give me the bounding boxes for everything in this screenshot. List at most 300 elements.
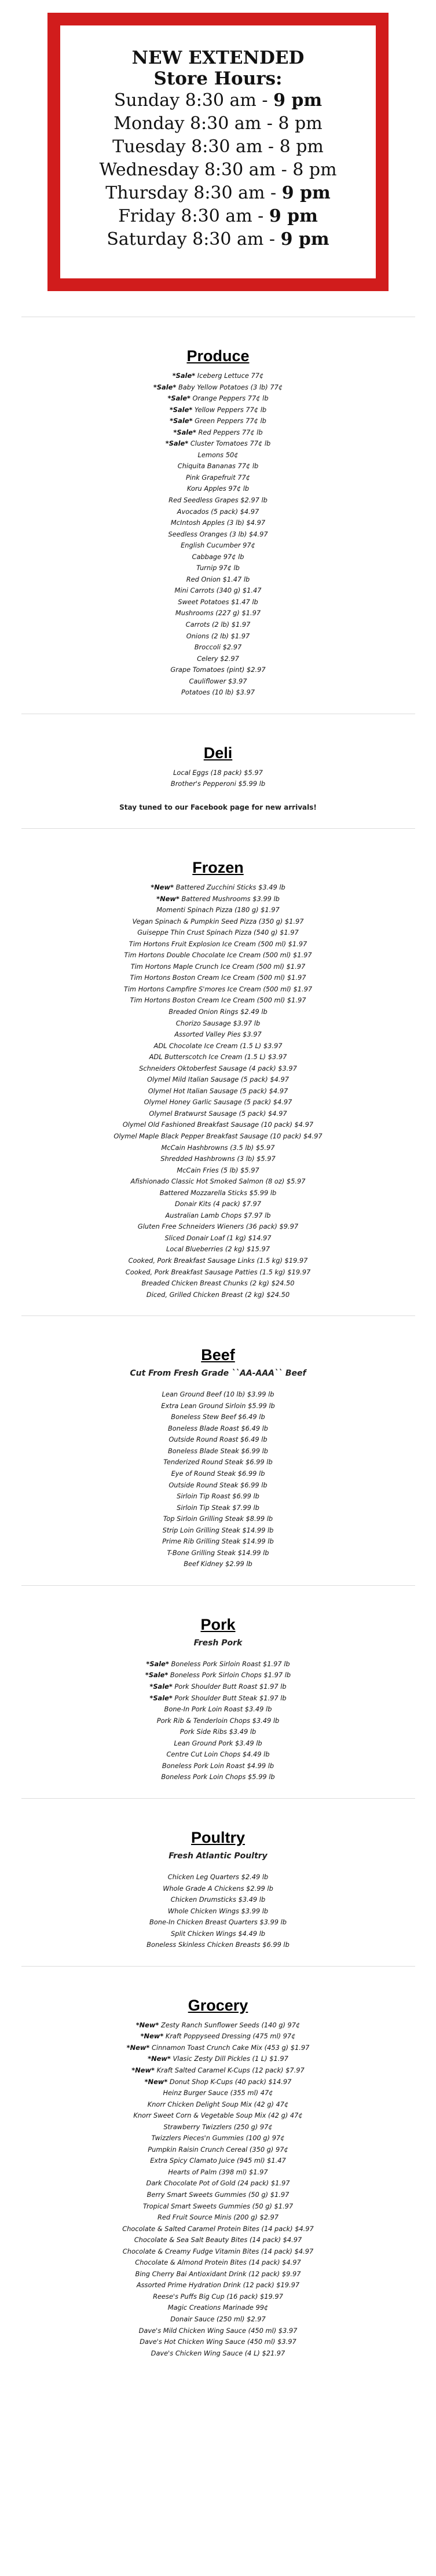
list-item [0,529,436,541]
hours-day: Monday 8:30 am - [113,113,279,134]
list-item [0,1199,436,1210]
list-item [0,2291,436,2303]
list-item [0,1480,436,1491]
item-list [0,370,436,699]
item-text: Pork Shoulder Butt Roast $1.97 lb [172,1682,287,1691]
item-tag: *Sale* [169,405,193,414]
list-item [0,382,436,394]
item-text: Whole Grade A Chickens $2.99 lb [163,1884,273,1893]
list-item [0,950,436,961]
item-list [0,1659,436,1783]
list-item [0,1513,436,1525]
item-text: Baby Yellow Potatoes (3 lb) 77¢ [176,383,283,391]
item-text: Battered Mushrooms $3.99 lb [179,894,280,903]
list-item [0,1221,436,1233]
list-item [0,2235,436,2246]
hours-line [60,89,376,112]
item-text: Cabbage 97¢ lb [192,552,244,561]
item-text: Onions (2 lb) $1.97 [186,631,250,640]
item-text: Olymel Mild Italian Sausage (5 pack) $4.97 [147,1075,289,1084]
list-item [0,1052,436,1063]
item-text: Avocados (5 pack) $4.97 [177,507,259,516]
item-text: Hearts of Palm (398 ml) $1.97 [168,2167,268,2176]
list-item [0,2336,436,2348]
item-text: Donut Shop K-Cups (40 pack) $14.97 [167,2077,292,2086]
list-item [0,1939,436,1951]
list-item [0,495,436,506]
item-text: Boneless Pork Sirloin Chops $1.97 lb [168,1671,291,1680]
list-item [0,2314,436,2325]
item-list [0,767,436,790]
section-subtitle: Fresh Atlantic Poultry [168,1851,268,1861]
list-item [0,664,436,676]
list-item [0,540,436,552]
list-item [0,642,436,653]
list-item [0,1389,436,1401]
list-item [0,1446,436,1457]
item-text: Dark Chocolate Pot of Gold (24 pack) $1.97 [146,2179,290,2188]
item-text: Boneless Pork Loin Chops $5.99 lb [161,1773,275,1781]
section-grocery [0,1967,436,2374]
item-text: Gluten Free Schneiders Wieners (36 pack) $9.97 [137,1222,299,1231]
item-text: Boneless Pork Loin Roast $4.99 lb [162,1761,274,1770]
item-text: McCain Hashbrowns (3.5 lb) $5.97 [161,1143,275,1152]
item-text: Tim Hortons Double Chocolate Ice Cream (500 ml) $1.97 [124,951,312,960]
item-text: Knorr Sweet Corn & Vegetable Soup Mix (42 g) 47¢ [133,2111,303,2120]
list-item [0,574,436,586]
item-text: Turnip 97¢ lb [196,564,240,572]
list-item [0,961,436,973]
list-item [0,1188,436,1199]
hours-line [60,205,376,228]
list-item [0,1434,436,1446]
item-text: Chocolate & Salted Caramel Protein Bites (14 pack) $4.97 [122,2224,314,2233]
list-item [0,585,436,597]
list-item [0,619,436,631]
item-tag: *New* [126,2043,150,2052]
item-text: Reese's Puffs Big Cup (16 pack) $19.97 [153,2292,283,2301]
list-item [0,370,436,382]
hours-line [60,159,376,182]
hours-day: Tuesday 8:30 am - [112,137,280,157]
list-item [0,2053,436,2065]
section-beef [0,1316,436,1585]
item-text: Kraft Salted Caramel K-Cups (12 pack) $7.97 [154,2066,305,2074]
list-item [0,1063,436,1075]
section-frozen [0,829,436,1315]
list-item [0,2155,436,2167]
list-item [0,608,436,619]
item-text: Whole Chicken Wings $3.99 lb [167,1906,269,1915]
list-item [0,2178,436,2189]
item-text: McCain Fries (5 lb) $5.97 [177,1166,259,1174]
list-item [0,2325,436,2337]
item-text: Donair Kits (4 pack) $7.97 [174,1200,262,1208]
item-list [0,882,436,1300]
list-item [0,653,436,665]
list-item [0,1715,436,1727]
item-tag: *Sale* [153,383,177,391]
item-text: Lean Ground Beef (10 lb) $3.99 lb [162,1390,274,1399]
item-tag: *Sale* [149,1693,173,1702]
item-tag: *Sale* [145,1671,168,1680]
hours-close: 9 pm [280,229,329,249]
item-text: Koru Apples 97¢ lb [186,484,250,493]
item-text: Dave's Mild Chicken Wing Sauce (450 ml) $3.97 [138,2326,298,2335]
section-produce [0,317,436,714]
list-item [0,1681,436,1693]
item-text: ADL Butterscotch Ice Cream (1.5 L) $3.97 [149,1053,287,1061]
list-item [0,1491,436,1502]
list-item [0,427,436,439]
item-text: Local Blueberries (2 kg) $15.97 [166,1245,270,1254]
list-item [0,905,436,916]
item-text: English Cucumber 97¢ [181,541,255,550]
list-item [0,1401,436,1412]
list-item [0,2302,436,2314]
list-item [0,506,436,518]
list-item [0,1233,436,1244]
item-text: Dave's Chicken Wing Sauce (4 L) $21.97 [151,2349,285,2357]
hours-close: 9 pm [269,206,318,226]
deli-note: Stay tuned to our Facebook page for new arrivals! [119,803,317,811]
list-item [0,1457,436,1468]
list-item [0,882,436,894]
item-text: Outside Round Steak $6.99 lb [168,1480,268,1489]
list-item [0,1928,436,1940]
list-item [0,1738,436,1750]
item-text: T-Bone Grilling Steak $14.99 lb [167,1548,269,1557]
list-item [0,2144,436,2156]
list-item [0,1559,436,1570]
list-item [0,927,436,939]
item-text: Battered Mozzarella Sticks $5.99 lb [159,1188,277,1197]
item-text: Carrots (2 lb) $1.97 [185,620,251,629]
list-item [0,2020,436,2031]
section-title: Frozen [192,858,244,876]
item-text: Cinnamon Toast Crunch Cake Mix (453 g) $1.97 [149,2043,310,2052]
list-item [0,1917,436,1928]
item-text: Potatoes (10 lb) $3.97 [181,688,255,697]
list-item [0,1883,436,1895]
item-text: Chocolate & Creamy Fudge Vitamin Bites (14 pack) $4.97 [122,2247,314,2255]
list-item [0,2246,436,2258]
list-item [0,2167,436,2178]
item-text: Bing Cherry Bai Antioxidant Drink (12 pack) $9.97 [135,2269,301,2278]
list-item [0,1872,436,1883]
item-tag: *Sale* [165,439,189,448]
hours-list [60,89,376,251]
list-item [0,2224,436,2235]
item-text: Olymel Old Fashioned Breakfast Sausage (10 pack) $4.97 [122,1120,314,1129]
list-item [0,1726,436,1738]
item-text: Tropical Smart Sweets Gummies (50 g) $1.97 [142,2202,294,2210]
list-item [0,1548,436,1559]
list-item [0,2133,436,2144]
hours-line [60,135,376,159]
list-item [0,1097,436,1108]
item-text: Assorted Prime Hydration Drink (12 pack) $19.97 [136,2281,300,2290]
section-deli [0,714,436,828]
item-list [0,1389,436,1570]
hours-title-line1: NEW EXTENDED [131,47,305,68]
item-text: Tim Hortons Fruit Explosion Ice Cream (500 ml) $1.97 [129,939,307,948]
item-text: Assorted Valley Pies $3.97 [174,1030,262,1039]
list-item [0,972,436,984]
hours-day: Thursday 8:30 am - [105,183,282,203]
item-text: Broccoli $2.97 [194,643,242,652]
list-item [0,1670,436,1681]
item-text: Pink Grapefruit 77¢ [185,473,251,482]
section-pork [0,1586,436,1798]
item-text: Shredded Hashbrowns (3 lb) $5.97 [160,1155,276,1163]
item-text: Local Eggs (18 pack) $5.97 [173,768,263,777]
item-tag: *New* [148,2055,171,2063]
item-text: Cluster Tomatoes 77¢ lb [188,439,271,448]
item-text: ADL Chocolate Ice Cream (1.5 L) $3.97 [153,1041,283,1050]
item-text: Chocolate & Sea Salt Beauty Bites (14 pack) $4.97 [134,2236,302,2244]
list-item [0,2099,436,2111]
item-text: Australian Lamb Chops $7.97 lb [165,1211,271,1219]
list-item [0,1906,436,1917]
item-text: Chiquita Bananas 77¢ lb [177,462,259,471]
list-item [0,1525,436,1537]
list-item [0,1502,436,1514]
list-item [0,1468,436,1480]
list-item [0,1153,436,1165]
item-text: Yellow Peppers 77¢ lb [192,405,267,414]
item-text: Donair Sauce (250 ml) $2.97 [170,2315,266,2323]
item-text: Chicken Drumsticks $3.49 lb [170,1895,266,1904]
store-hours-box [47,13,389,291]
item-text: Olymel Maple Black Pepper Breakfast Sausage (10 pack) $4.97 [113,1131,323,1140]
list-item [0,1536,436,1548]
item-tag: *Sale* [146,1659,169,1668]
list-item [0,1176,436,1188]
list-item [0,1278,436,1289]
section-subtitle: Cut From Fresh Grade ``AA-AAA`` Beef [130,1369,306,1379]
list-item [0,2031,436,2042]
list-item [0,2280,436,2291]
list-item [0,483,436,495]
item-text: Brother's Pepperoni $5.99 lb [170,780,266,788]
hours-close: 9 pm [281,183,331,203]
item-text: Chicken Leg Quarters $2.49 lb [167,1872,269,1881]
item-text: Iceberg Lettuce 77¢ [195,372,264,380]
list-item [0,916,436,928]
list-item [0,2110,436,2122]
list-item [0,597,436,608]
item-text: Strip Loin Grilling Steak $14.99 lb [162,1526,274,1534]
item-text: Outside Round Roast $6.49 lb [168,1435,268,1444]
list-item [0,939,436,950]
section-subtitle: Fresh Pork [193,1638,243,1648]
item-text: Seedless Oranges (3 lb) $4.97 [168,530,268,538]
item-text: Berry Smart Sweets Gummies (50 g) $1.97 [146,2190,290,2199]
item-text: Beef Kidney $2.99 lb [184,1560,252,1568]
item-text: Boneless Pork Sirloin Roast $1.97 lb [168,1659,290,1668]
item-text: Mini Carrots (340 g) $1.47 [174,586,262,595]
item-tag: *Sale* [167,394,190,403]
list-item [0,393,436,405]
item-text: Tim Hortons Campfire S'mores Ice Cream (500 ml) $1.97 [123,984,313,993]
item-text: Cooked, Pork Breakfast Sausage Patties (1.5 kg) $19.97 [125,1267,311,1276]
item-text: McIntosh Apples (3 lb) $4.97 [170,519,266,527]
item-text: Cooked, Pork Breakfast Sausage Links (1.5 kg) $19.97 [128,1256,308,1265]
item-text: Tim Hortons Boston Cream Ice Cream (500 ml) $1.97 [130,973,306,982]
item-text: Pork Side Ribs $3.49 lb [179,1728,257,1736]
list-item [0,2269,436,2280]
item-tag: *Sale* [173,428,196,436]
item-list [0,2020,436,2359]
list-item [0,1119,436,1131]
list-item [0,2077,436,2088]
list-item [0,2042,436,2054]
item-text: Red Peppers 77¢ lb [196,428,263,436]
item-text: Split Chicken Wings $4.49 lb [171,1929,265,1938]
hours-line [60,182,376,205]
item-text: Boneless Skinless Chicken Breasts $6.99 lb [146,1941,290,1949]
item-text: Vlasic Zesty Dill Pickles (1 L) $1.97 [170,2055,288,2063]
item-text: Boneless Stew Beef $6.49 lb [171,1413,265,1421]
hours-day: Saturday 8:30 am - [107,229,281,249]
item-text: Prime Rib Grilling Steak $14.99 lb [162,1537,274,1546]
section-title: Pork [200,1615,236,1633]
hours-day: Sunday 8:30 am - [113,90,274,111]
item-tag: *New* [140,2032,164,2041]
section-title: Beef [201,1346,235,1364]
hours-line [60,112,376,135]
list-item [0,2122,436,2133]
section-title: Grocery [188,1996,248,2014]
item-text: Orange Peppers 77¢ lb [190,394,269,403]
item-text: Dave's Hot Chicken Wing Sauce (450 ml) $3.97 [140,2338,296,2346]
list-item [0,1041,436,1052]
item-text: Chocolate & Almond Protein Bites (14 pack) $4.97 [135,2258,301,2267]
item-text: Schneiders Oktoberfest Sausage (4 pack) $3.97 [139,1064,297,1072]
item-text: Strawberry Twizzlers (250 g) 97¢ [163,2122,273,2131]
item-text: Lean Ground Pork $3.49 lb [174,1739,262,1747]
item-text: Green Peppers 77¢ lb [192,417,266,425]
list-item [0,676,436,688]
list-item [0,1894,436,1906]
item-text: Pumpkin Raisin Crunch Cereal (350 g) 97¢ [148,2145,288,2154]
list-item [0,1142,436,1154]
item-text: Tim Hortons Maple Crunch Ice Cream (500 ml) $1.97 [130,962,306,971]
list-item [0,517,436,529]
list-item [0,1693,436,1704]
item-text: Red Seedless Grapes $2.97 lb [168,496,268,505]
item-text: Olymel Honey Garlic Sausage (5 pack) $4.97 [144,1098,292,1107]
list-item [0,1006,436,1018]
item-text: Bone-In Chicken Breast Quarters $3.99 lb [149,1918,287,1927]
section-poultry [0,1799,436,1966]
list-item [0,1018,436,1030]
item-text: Eye of Round Steak $6.99 lb [171,1469,265,1478]
item-text: Lemons 50¢ [197,450,239,459]
item-text: Diced, Grilled Chicken Breast (2 kg) $24.50 [146,1290,290,1299]
list-item [0,2257,436,2269]
item-text: Afishionado Classic Hot Smoked Salmon (8 oz) $5.97 [130,1177,306,1186]
list-item [0,2212,436,2224]
item-list [0,1872,436,1951]
list-item [0,1255,436,1267]
item-text: Knorr Chicken Delight Soup Mix (42 g) 47¢ [147,2100,289,2108]
item-text: Breaded Chicken Breast Chunks (2 kg) $24.50 [141,1279,295,1288]
list-item [0,2201,436,2213]
list-item [0,894,436,905]
item-text: Mushrooms (227 g) $1.97 [175,609,261,618]
item-text: Olymel Hot Italian Sausage (5 pack) $4.97 [148,1086,288,1095]
list-item [0,687,436,699]
item-text: Grape Tomatoes (pint) $2.97 [170,666,266,674]
item-text: Twizzlers Pieces'n Gummies (100 g) 97¢ [151,2134,285,2143]
item-text: Momenti Spinach Pizza (180 g) $1.97 [156,906,280,914]
list-item [0,984,436,995]
item-text: Red Fruit Source Minis (200 g) $2.97 [157,2213,279,2222]
list-item [0,1423,436,1435]
list-item [0,995,436,1006]
list-item [0,416,436,427]
item-text: Cauliflower $3.97 [189,677,247,685]
item-text: Kraft Poppyseed Dressing (475 ml) 97¢ [163,2032,296,2041]
list-item [0,1210,436,1222]
item-tag: *New* [156,894,179,903]
hours-day: Wednesday 8:30 am - [99,160,293,180]
hours-close: 9 pm [273,90,323,111]
item-text: Boneless Blade Roast $6.49 lb [167,1424,268,1432]
list-item [0,438,436,450]
item-text: Battered Zucchini Sticks $3.49 lb [173,883,285,891]
item-text: Extra Lean Ground Sirloin $5.99 lb [161,1401,275,1410]
hours-line [60,228,376,251]
list-item [0,1659,436,1670]
list-item [0,631,436,642]
hours-close: 8 pm [279,137,324,157]
item-text: Breaded Onion Rings $2.49 lb [168,1007,268,1016]
item-tag: *New* [135,2020,159,2029]
item-tag: *Sale* [149,1682,173,1691]
item-text: Extra Spicy Clamato Juice (945 ml) $1.47 [150,2156,286,2165]
item-text: Tim Hortons Boston Cream Ice Cream (500 ml) $1.97 [130,996,306,1005]
list-item [0,552,436,563]
item-text: Boneless Blade Steak $6.99 lb [167,1446,269,1455]
item-tag: *New* [151,883,174,891]
list-item [0,472,436,484]
item-text: Sliced Donair Loaf (1 kg) $14.97 [164,1233,272,1242]
section-title: Produce [186,347,250,365]
list-item [0,405,436,416]
list-item [0,461,436,472]
item-text: Celery $2.97 [197,654,239,663]
item-text: Sweet Potatoes $1.47 lb [178,597,258,606]
item-text: Zesty Ranch Sunflower Seeds (140 g) 97¢ [159,2020,301,2029]
hours-title-line2: Store Hours: [153,68,283,89]
item-text: Pork Shoulder Butt Steak $1.97 lb [172,1693,287,1702]
list-item [0,767,436,779]
list-item [0,2088,436,2099]
list-item [0,1761,436,1772]
list-item [0,2348,436,2360]
item-text: Sirloin Tip Roast $6.99 lb [177,1492,259,1501]
section-title: Poultry [190,1828,245,1846]
item-text: Vegan Spinach & Pumpkin Seed Pizza (350 g) $1.97 [132,917,304,925]
list-item [0,1244,436,1255]
hours-close: 8 pm [292,160,337,180]
list-item [0,1108,436,1120]
section-title: Deli [203,744,233,762]
list-item [0,1074,436,1086]
